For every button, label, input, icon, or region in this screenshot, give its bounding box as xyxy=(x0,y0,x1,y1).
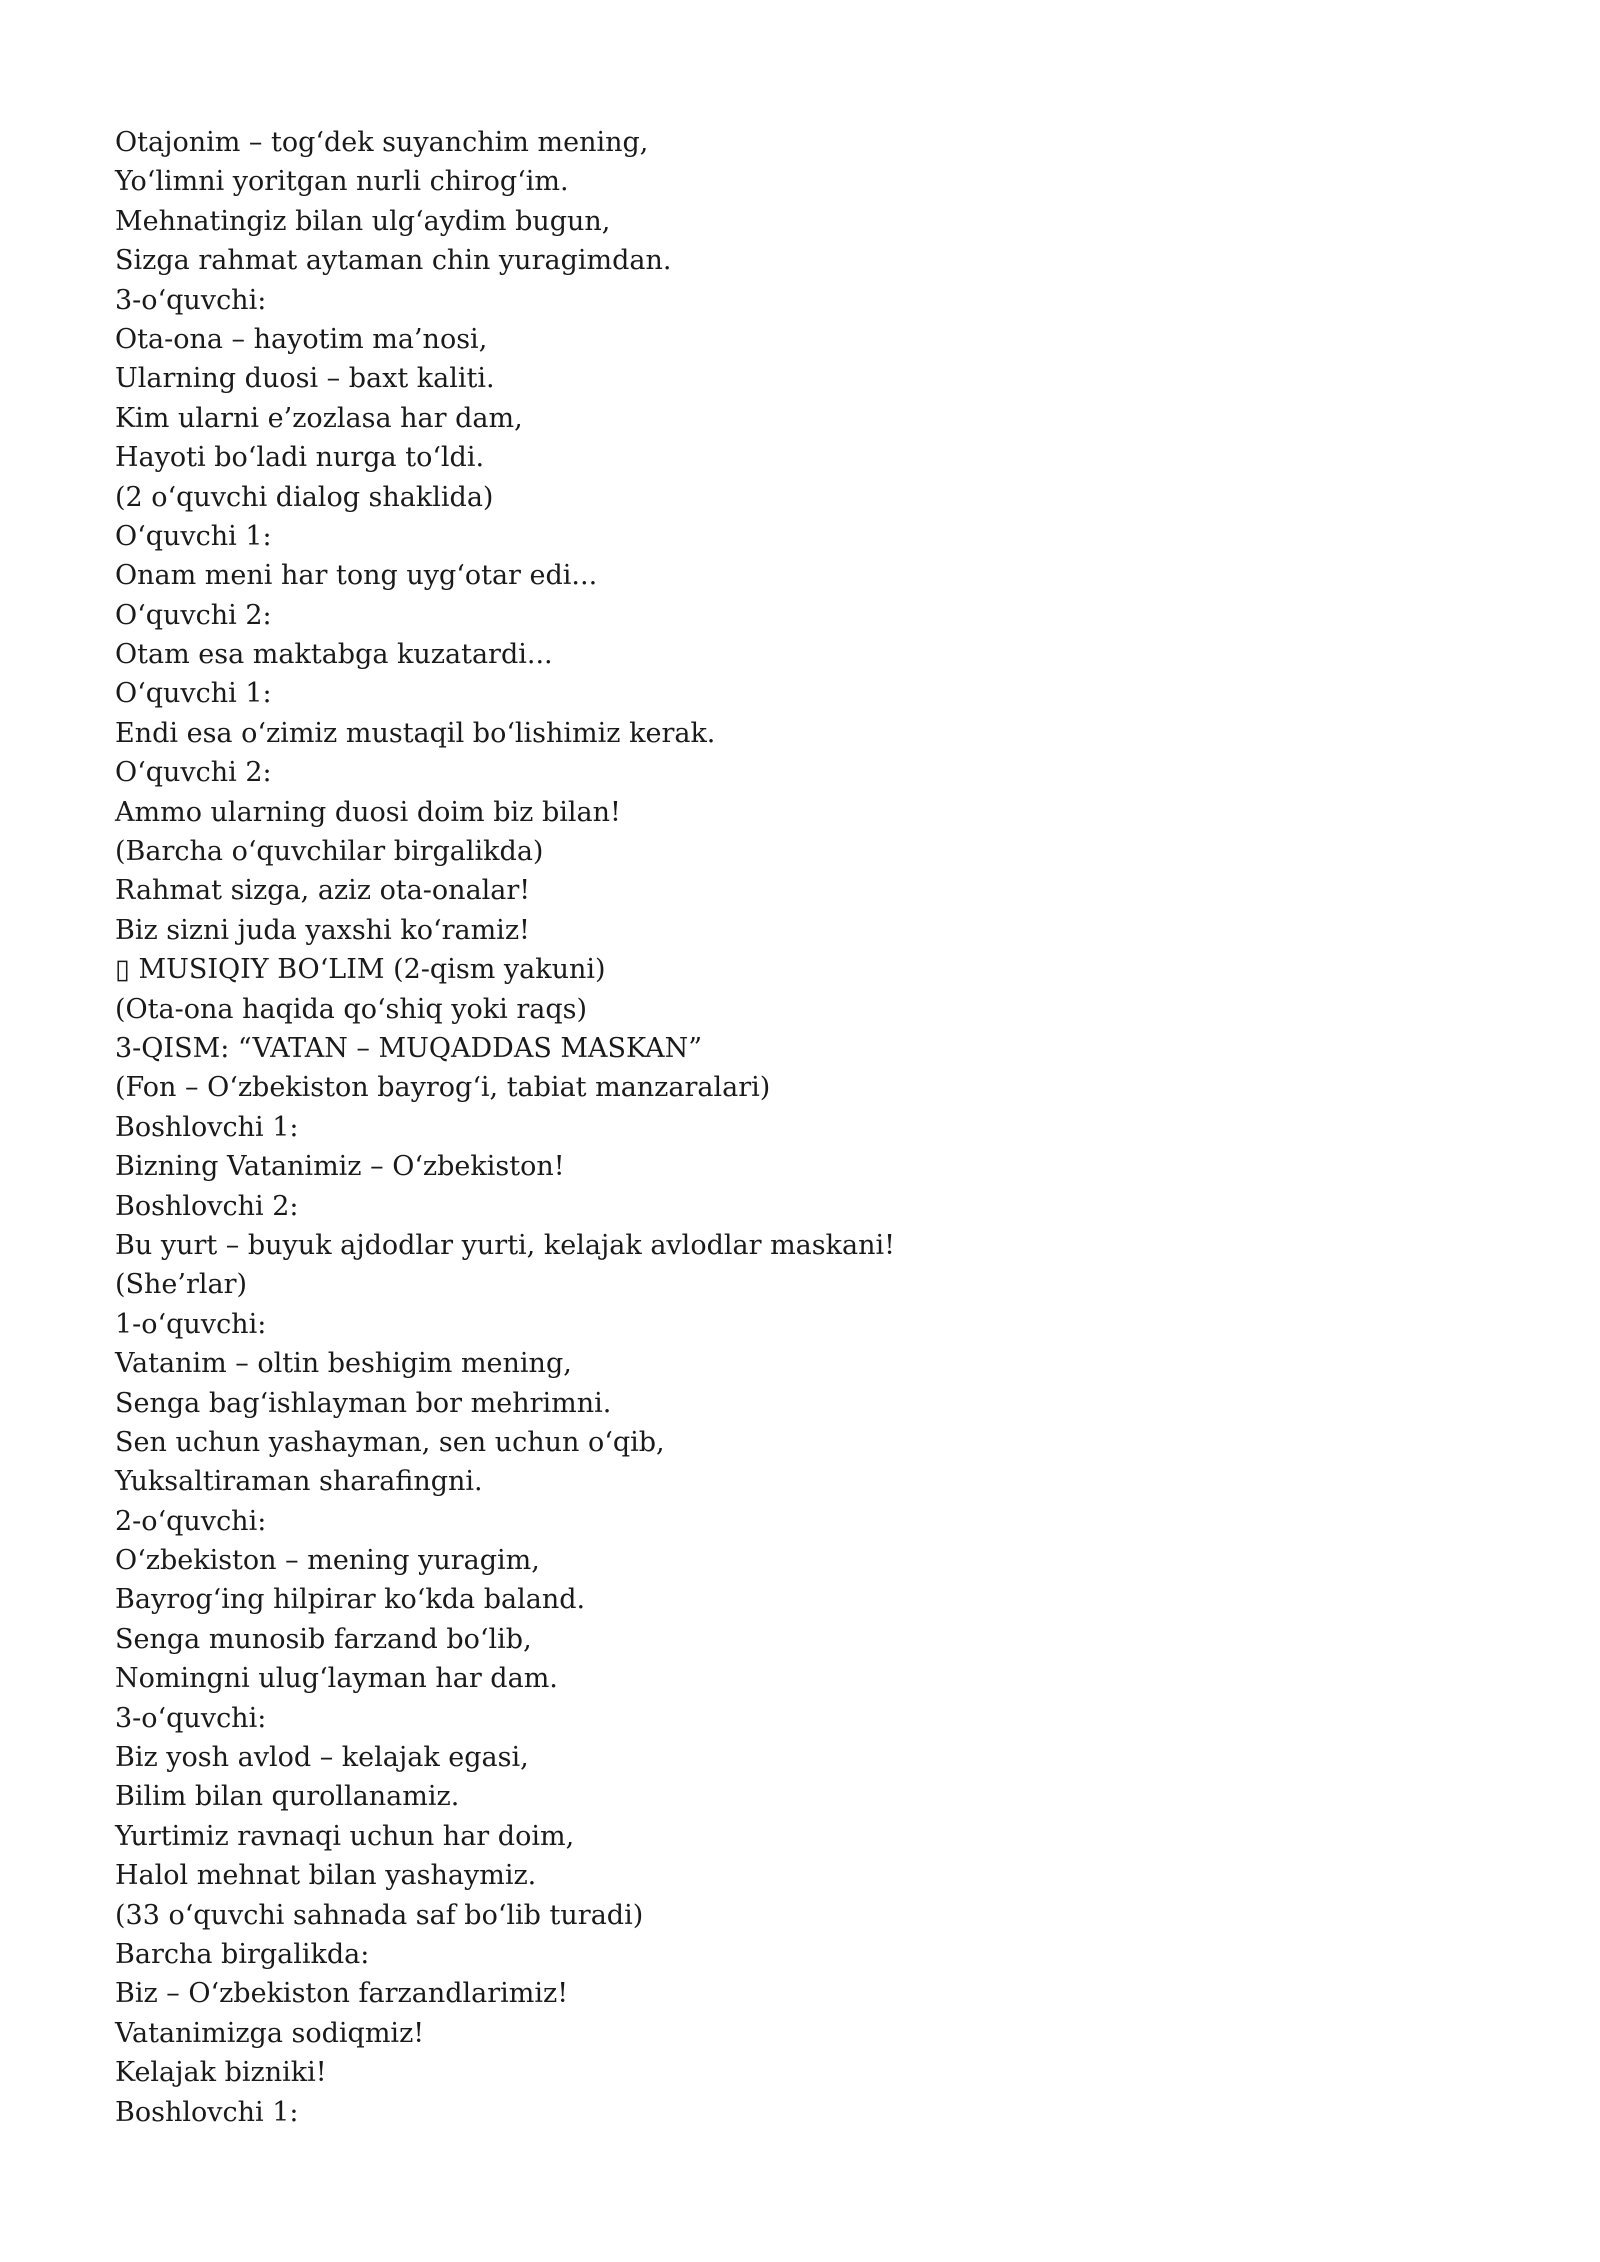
section-heading: 3-QISM: “VATAN – MUQADDAS MASKAN” xyxy=(115,1032,703,1064)
text-line: Senga bag‘ishlayman bor mehrimni. xyxy=(115,1387,612,1419)
text-line: Biz sizni juda yaxshi ko‘ramiz! xyxy=(115,914,530,946)
text-line: Kelajak bizniki! xyxy=(115,2057,327,2089)
text-line: Rahmat sizga, aziz ota-onalar! xyxy=(115,875,531,907)
section-heading-music: ▯ MUSIQIY BO‘LIM (2-qism yakuni) xyxy=(115,954,606,986)
stage-direction: (Fon – O‘zbekiston bayrog‘i, tabiat manzaralari) xyxy=(115,1072,771,1104)
text-line: O‘zbekiston – mening yuragim, xyxy=(115,1545,540,1577)
stage-direction: (2 o‘quvchi dialog shaklida) xyxy=(115,481,494,513)
text-line: Hayoti bo‘ladi nurga to‘ldi. xyxy=(115,442,485,474)
text-line: Halol mehnat bilan yashaymiz. xyxy=(115,1860,537,1892)
document-text xyxy=(115,123,1495,2132)
text-line: Otam esa maktabga kuzatardi... xyxy=(115,639,553,671)
text-line: Vatanim – oltin beshigim mening, xyxy=(115,1348,572,1380)
stage-direction: (Ota-ona haqida qo‘shiq yoki raqs) xyxy=(115,993,588,1025)
text-line: Nomingni ulug‘layman har dam. xyxy=(115,1663,558,1695)
text-line: Bizning Vatanimiz – O‘zbekiston! xyxy=(115,1151,565,1183)
speaker-label: 3-o‘quvchi: xyxy=(115,1702,267,1734)
stage-direction: (Barcha o‘quvchilar birgalikda) xyxy=(115,836,544,868)
speaker-label: 1-o‘quvchi: xyxy=(115,1308,267,1340)
stage-direction: (She’rlar) xyxy=(115,1269,248,1301)
speaker-label: Barcha birgalikda: xyxy=(115,1938,370,1970)
text-line: Yurtimiz ravnaqi uchun har doim, xyxy=(115,1820,575,1852)
text-line: Biz yosh avlod – kelajak egasi, xyxy=(115,1742,529,1774)
text-line: Otajonim – tog‘dek suyanchim mening, xyxy=(115,127,649,158)
text-line: Bu yurt – buyuk ajdodlar yurti, kelajak avlodlar maskani! xyxy=(115,1229,895,1261)
text-line: Vatanimizga sodiqmiz! xyxy=(115,2017,425,2049)
text-line: Bayrog‘ing hilpirar ko‘kda baland. xyxy=(115,1584,586,1616)
text-line: Yo‘limni yoritgan nurli chirog‘im. xyxy=(115,166,569,198)
text-line: Ammo ularning duosi doim biz bilan! xyxy=(115,796,621,828)
text-line: Endi esa o‘zimiz mustaqil bo‘lishimiz kerak. xyxy=(115,717,716,749)
text-line: Biz – O‘zbekiston farzandlarimiz! xyxy=(115,1978,569,2010)
text-line: Sizga rahmat aytaman chin yuragimdan. xyxy=(115,245,672,277)
text-line: Bilim bilan qurollanamiz. xyxy=(115,1781,460,1813)
text-line: Ularning duosi – baxt kaliti. xyxy=(115,363,495,395)
speaker-label: Boshlovchi 1: xyxy=(115,1111,299,1143)
speaker-label: 2-o‘quvchi: xyxy=(115,1505,267,1537)
speaker-label: O‘quvchi 1: xyxy=(115,520,272,552)
speaker-label: O‘quvchi 1: xyxy=(115,678,272,710)
speaker-label: Boshlovchi 2: xyxy=(115,1190,299,1222)
text-line: Sen uchun yashayman, sen uchun o‘qib, xyxy=(115,1426,665,1458)
speaker-label: O‘quvchi 2: xyxy=(115,757,272,789)
speaker-label: 3-o‘quvchi: xyxy=(115,284,267,316)
text-line: Kim ularni e’zozlasa har dam, xyxy=(115,402,523,434)
speaker-label: Boshlovchi 1: xyxy=(115,2096,299,2128)
text-line: Yuksaltiraman sharafingni. xyxy=(115,1466,483,1498)
speaker-label: O‘quvchi 2: xyxy=(115,599,272,631)
text-line: Senga munosib farzand bo‘lib, xyxy=(115,1623,532,1655)
text-line: Mehnatingiz bilan ulg‘aydim bugun, xyxy=(115,205,611,237)
stage-direction: (33 o‘quvchi sahnada saf bo‘lib turadi) xyxy=(115,1899,644,1931)
text-line: Ota-ona – hayotim ma’nosi, xyxy=(115,323,488,355)
text-line: Onam meni har tong uyg‘otar edi... xyxy=(115,560,598,592)
